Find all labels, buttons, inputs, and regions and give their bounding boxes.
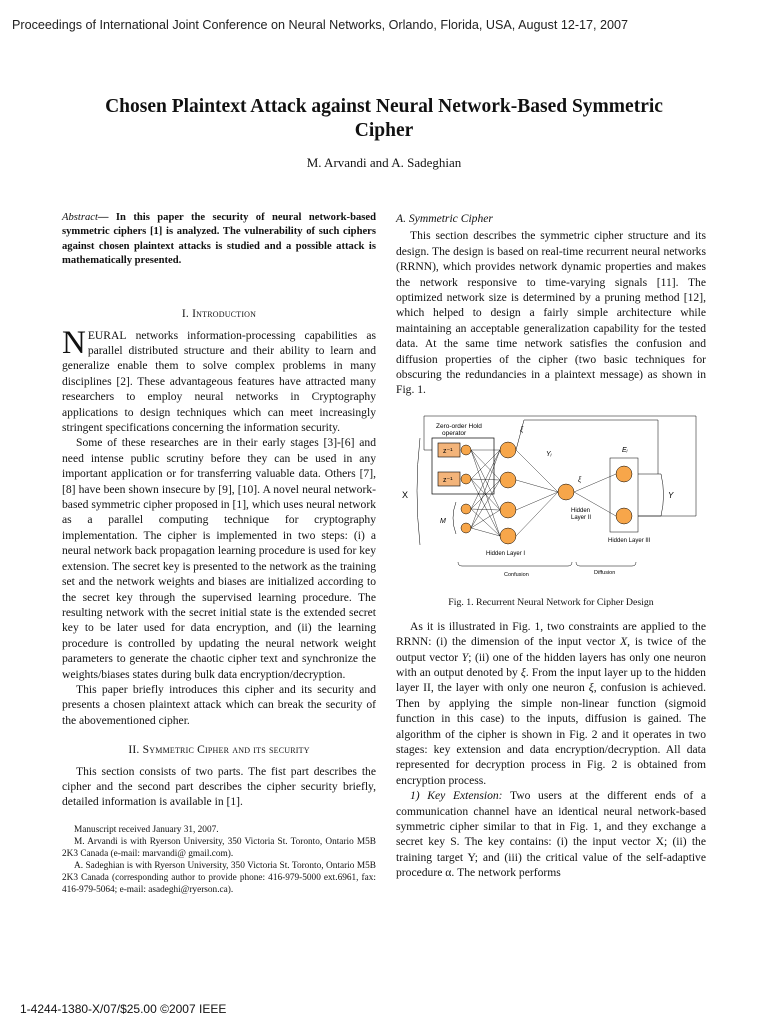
delay-label-1: z⁻¹ [443, 447, 453, 455]
dropcap: N [62, 324, 86, 361]
footnote-received: Manuscript received January 31, 2007. [74, 824, 219, 835]
footnote-author-1: M. Arvandi is with Ryerson University, 350 Victoria St. Toronto, Ontario M5B 2K3 Canada (e-mail: marvandi@ gmail.com). [62, 836, 376, 859]
confusion-label: Confusion [504, 571, 529, 578]
figure-1-caption: Fig. 1. Recurrent Neural Network for Cipher Design [448, 597, 654, 609]
proceedings-header: Proceedings of International Joint Conference on Neural Networks, Orlando, Florida, USA, August 12-17, 2007 [12, 18, 629, 32]
xi-label-mid: ξ [578, 476, 582, 484]
output-y-label: Y [668, 490, 674, 500]
output-brace [661, 474, 664, 516]
p2-y: Y [461, 650, 469, 664]
intro-heading: I. Introduction [181, 307, 257, 321]
intro-paragraph-2: Some of these researches are in their early stages [3]-[6] and need intense public scrutiny before they can be used in any important application or for transferring valuable data. Others [7], [8] have been shown insecure by [9], [10]. A novel neural network-based symmetric cipher proposed in [1], which uses neural network as a parallel computing technique for cryptography implementation. The cipher is implemented in two steps: (i) a neural network back propagation learning procedure is used for key extension. The secret key is presented to the network as the training set and the network weights and biases are initialized according to the secret key through the supervised learning procedure. The resulting network with the secret initial state is the extended secret key to be later used for data encryption, and (ii) the learning procedure is controlled by updating the neural network weight parameters to generate the chaotic cipher text and synchronize the weights/biases states during bulk data encryption/decryption. [62, 436, 377, 681]
hidden2-node [558, 484, 574, 500]
intro-paragraph-1 [62, 324, 376, 436]
xi-label-top: ξ [520, 426, 524, 434]
left-column [62, 211, 376, 896]
hidden1-node-4 [500, 528, 516, 544]
zoh-label-1: Zero-order Hold [436, 422, 482, 430]
m-label: M [440, 517, 446, 525]
hidden2-label-1: Hidden [571, 507, 591, 514]
footnotes [62, 824, 376, 897]
input-x-label: X [402, 489, 409, 500]
p2-xi-1: ξ [520, 665, 526, 679]
intro-p1-text: networks information-processing capabilities as parallel distributed structure and their ability to learn and generalize enable them to solve complex problems in many disciplines [2]. These advantageous features have attracted many researchers to employ neural networks in Cryptography applications to design techniques which can meet increasingly stringent specifications concerning the information security. [62, 328, 376, 435]
intro-first-word: EURAL [87, 328, 127, 342]
intro-paragraph-3: This paper briefly introduces this cipher and its security and presents a chosen plaintext attack which can break the security of the abovementioned cipher. [62, 682, 376, 727]
connections-input-hidden1 [471, 450, 500, 536]
abstract-text: In this paper the security of neural network-based symmetric ciphers [1] is analyzed. The vulnerability of such ciphers against chosen plaintext attacks is studied and a possible attack is mathematically presented. [62, 212, 376, 266]
confusion-brace [458, 562, 572, 566]
p2-xi-2: ξ [588, 681, 594, 695]
hidden1-label: Hidden Layer I [486, 550, 526, 557]
abstract-label: Abstract [62, 212, 98, 223]
p2-part-b: , is twice of the output vector [396, 635, 707, 664]
hidden1-node-3 [500, 502, 516, 518]
rnn-diagram [396, 410, 706, 585]
hidden3-node-2 [616, 508, 632, 524]
subsection-a-paragraph-3 [396, 788, 706, 880]
title-line-2: Cipher [354, 120, 414, 141]
diffusion-label: Diffusion [594, 569, 616, 576]
p2-part-d: . From the input layer up to the hidden layer II, the layer with only one neuron [396, 665, 706, 695]
subsection-a-heading: A. Symmetric Cipher [396, 212, 493, 225]
footnote-author-2: A. Sadeghian is with Ryerson University, 350 Victoria St. Toronto, Ontario M5B 2K3 Canada (corresponding author to provide phone: 416-979-5000 ext.6961, fax: 416-979-5064; e-mail: asadeghi@ryerson.ca). [62, 861, 376, 896]
hidden3-node-1 [616, 466, 632, 482]
subsection-a-paragraph-2 [396, 619, 706, 788]
p2-part-c: ; (ii) one of the hidden layers has only one neuron with an output denoted by [396, 650, 706, 679]
input-brace [417, 438, 420, 545]
yi-label: Yᵢ [546, 450, 552, 458]
feedback-loop-outer [516, 420, 658, 474]
title-line-1: Chosen Plaintext Attack against Neural Network-Based Symmetric [105, 96, 663, 117]
abstract-sep: — [97, 212, 116, 223]
hidden3-label: Hidden Layer III [608, 537, 651, 544]
key-extension-text: Two users at the different ends of a communication channel have an identical neural network-based symmetric cipher similar to that in Fig. 1, and they exchange a secret key S. The key contains: (i) the input vector X; (ii) the training target Y; and (iii) the critical value of the self-adaptive procedure α. The network performs [396, 789, 706, 880]
right-column [396, 211, 706, 881]
hidden2-label-2: Layer II [571, 514, 592, 521]
hidden1-node-1 [500, 442, 516, 458]
input-node-4 [461, 523, 471, 533]
copyright-footer: 1-4244-1380-X/07/$25.00 ©2007 IEEE [20, 1002, 227, 1016]
paper-title [60, 95, 708, 143]
figure-1 [396, 410, 706, 611]
delay-label-2: z⁻¹ [443, 476, 453, 484]
p2-part-a: As it is illustrated in Fig. 1, two constraints are applied to the RRNN: (i) the dimension of the input vector [396, 619, 706, 649]
section2-paragraph-1: This section consists of two parts. The fist part describes the cipher and the second part describes the cipher security briefly, detailed information is available in [1]. [62, 764, 376, 809]
key-extension-label: 1) Key Extension: [410, 789, 503, 803]
diffusion-brace [576, 562, 636, 566]
p2-x: X [620, 635, 628, 649]
section2-heading: II. Symmetric Cipher and its security [128, 743, 310, 757]
ei-label: Eᵢ [622, 446, 628, 454]
input-node-2 [461, 474, 471, 484]
input-node-1 [461, 445, 471, 455]
input-node-3 [461, 504, 471, 514]
p2-part-e: , confusion is achieved. Then by applying the simple non-linear function (sigmoid function in this case) to the inputs, diffusion is gained. The algorithm of the cipher is shown in Fig. 2 and it operates in two stages: key extension and data encryption/decryption. All data represented for decryption process in Fig. 2 is obtained from encryption process. [396, 681, 706, 787]
m-brace [453, 502, 456, 534]
authors: M. Arvandi and A. Sadeghian [306, 155, 462, 170]
hidden1-node-2 [500, 472, 516, 488]
connections-hidden1-hidden2 [516, 450, 558, 536]
subsection-a-paragraph-1: This section describes the symmetric cipher structure and its design. The design is based on real-time recurrent neural networks (RRNN), which provides network dynamic properties and makes the network responsive to time-varying signals [11]. The optimized network size is determined by a pruning method [12], which helped to design a fairly simple architecture while maintaining an acceptable generalization capability for the tested data. At the same time network satisfies the confusion and diffusion properties of the cipher (two basic techniques for obscuring the redundancies in a plaintext message) as shown in Fig. 1. [396, 229, 706, 397]
zoh-label-2: operator [442, 429, 467, 437]
abstract [62, 211, 376, 268]
